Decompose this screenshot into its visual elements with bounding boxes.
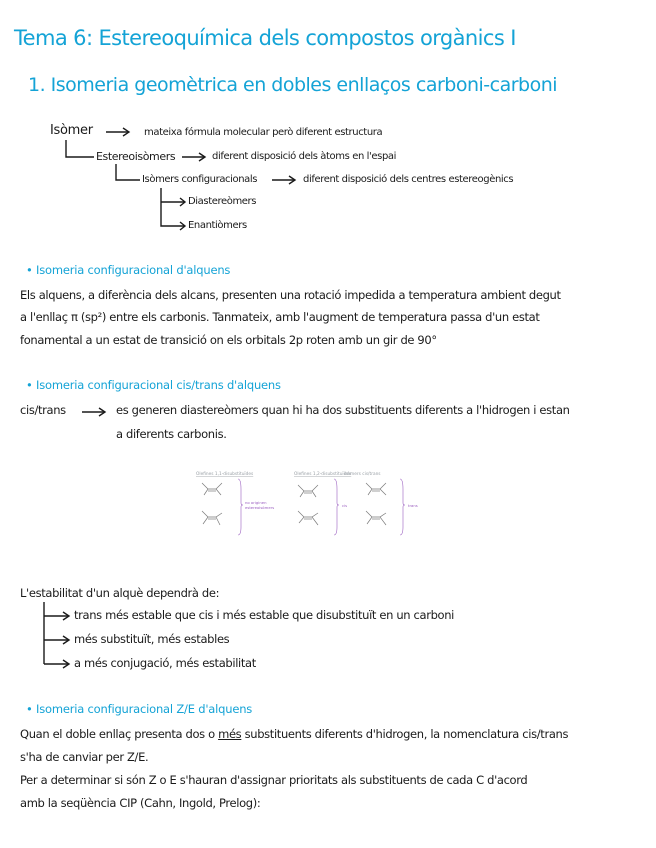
- tree-enantiomers: Enantiòmers: [188, 220, 247, 231]
- tree-stereo-desc: diferent disposició dels àtoms en l'espai: [212, 151, 397, 162]
- figure-brace3: trans: [408, 503, 418, 508]
- stability-item: a més conjugació, més estabilitat: [74, 656, 256, 670]
- figure-head2: Olefines 1,2-disubstituïdes: [294, 472, 352, 477]
- cistrans-term: cis/trans: [20, 403, 66, 417]
- olefin-figure: [196, 469, 434, 541]
- tree-diastereomers: Diastereòmers: [188, 196, 257, 207]
- stability-intro: L'estabilitat d'un alquè dependrà de:: [20, 586, 220, 600]
- stability-item: trans més estable que cis i més estable que disubstituït en un carboni: [74, 608, 455, 622]
- paragraph-line: s'ha de canviar per Z/E.: [20, 750, 149, 764]
- tree-isomer-label: Isòmer: [50, 123, 93, 138]
- skeletal-structures: [202, 483, 386, 525]
- figure-head1: Olefines 1,1-disubstituïdes: [196, 472, 254, 477]
- section-heading: 1. Isomeria geomètrica en dobles enllaços carboni-carboni: [28, 74, 558, 96]
- text-span: Quan el doble enllaç presenta dos o: [20, 727, 219, 741]
- figure-brace2: cis: [342, 503, 348, 508]
- tree-isomer-desc: mateixa fórmula molecular però diferent estructura: [144, 127, 383, 138]
- paragraph-line: [20, 727, 568, 741]
- text-span: substituents diferents d'hidrogen, la nomenclatura cis/trans: [241, 727, 569, 741]
- paragraph-line: Per a determinar si són Z o E s'hauran d'assignar prioritats als substituents de cada C d'acord: [20, 773, 528, 787]
- paragraph-line: a l'enllaç π (sp²) entre els carbonis. Tanmateix, amb l'augment de temperatura passa d'un estat: [20, 310, 540, 324]
- tree-stereo-label: Estereoisòmers: [96, 150, 176, 163]
- paragraph-line: es generen diastereòmers quan hi ha dos substituents diferents a l'hidrogen i estan: [116, 403, 570, 417]
- page-title: Tema 6: Estereoquímica dels compostos orgànics I: [14, 26, 516, 50]
- isomer-tree-connectors: [0, 0, 656, 240]
- subheading-ze: • Isomeria configuracional Z/E d'alquens: [26, 702, 253, 716]
- underlined-text: més: [218, 727, 242, 741]
- arrow-icon: [80, 406, 110, 418]
- paragraph-line: amb la seqüència CIP (Cahn, Ingold, Prelog):: [20, 796, 261, 810]
- figure-head2-note: isòmers cis/trans: [344, 472, 381, 477]
- stability-item: més substituït, més estables: [74, 632, 230, 646]
- figure-brace1-line1: no originen: [245, 500, 267, 505]
- paragraph-line: a diferents carbonis.: [116, 427, 227, 441]
- paragraph-line: Els alquens, a diferència dels alcans, presenten una rotació impedida a temperatura ambient degut: [20, 288, 561, 302]
- paragraph-line: fonamental a un estat de transició on els orbitals 2p roten amb un gir de 90°: [20, 333, 437, 347]
- subheading-alquens: • Isomeria configuracional d'alquens: [26, 263, 231, 277]
- tree-config-label: Isòmers configuracionals: [142, 174, 258, 185]
- subheading-cistrans: • Isomeria configuracional cis/trans d'alquens: [26, 378, 281, 392]
- figure-brace1-line2: estereoisòmers: [245, 505, 275, 510]
- tree-config-desc: diferent disposició dels centres estereogènics: [303, 174, 514, 185]
